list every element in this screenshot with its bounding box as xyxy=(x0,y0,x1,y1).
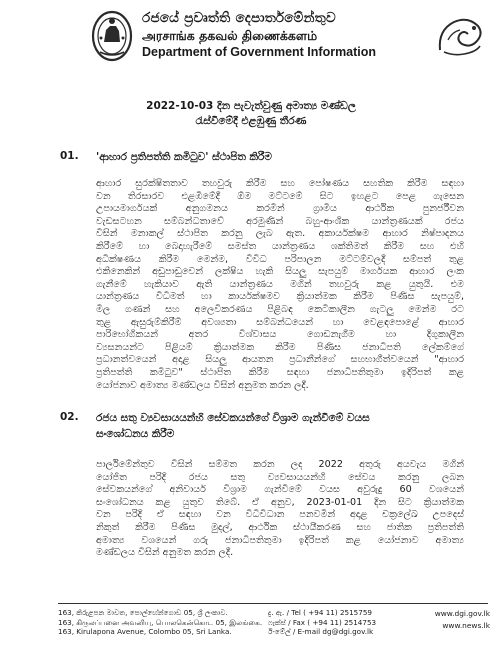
footer-websites xyxy=(424,608,490,632)
body-text-line: ගැනීමේ හැකියාව ඇති යාන්ත්‍රණය මගින් තහවුරු කළ යුතුයි. එම xyxy=(96,278,464,290)
section-number: 01. xyxy=(60,150,79,162)
body-text-line: සේවකයන්ගේ අනිවාර්ය විශ්‍රාම ගැන්වීමේ වයස අවුරුදු 60 වශයෙන් xyxy=(96,484,464,496)
body-text-line: යාන්ත්‍රණය විධිමත් හා කාර්යක්ෂමව ක්‍රියාත්මක කිරීම පිණිස සැපයුම්, xyxy=(96,291,464,303)
traditional-ornament-icon xyxy=(434,10,486,60)
body-text-line: එකිනෙකින් අඩුපාඩුවෙන් ලක්ෂිය හැකි සියලු සැපයුම් මාර්ගයක ආහාර ලංක xyxy=(96,266,464,278)
website-dgi-link[interactable]: www.dgi.gov.lk xyxy=(434,609,490,618)
body-text-line: යෝජිත පරිදි රජය සතු ව්‍යවසායයන්හි සේවය කරනු ලබන xyxy=(96,471,464,483)
body-text-line: මිල ගණන් සහ අලෙවිකරණය පිළිබඳ කෙටිකාලීන ගැටලු මෙන්ම රට xyxy=(96,303,464,315)
address-tamil: 163, கிருலப்பனை அவனியு, பொலகென்கொட 05, இலங்கை. xyxy=(58,617,263,627)
email-address: dg@dgi.gov.lk xyxy=(322,627,374,636)
department-name-english: Department of Government Information xyxy=(142,45,377,59)
email-label: ඊ-මේල් / E-mail xyxy=(268,627,321,636)
body-text-line: වන පරිදි ඒ සඳහා වන විධිවිධාන පනවමින් අදාළ චක්‍රලේඛ උපදෙස් xyxy=(96,509,464,521)
footer-divider xyxy=(58,603,488,604)
body-text-line: වන තිරසාරව එළඹීමේදී ඕම මට්ටමේ සිට ඉහළට පෙළ ගැසෙන xyxy=(96,190,464,202)
footer-contacts xyxy=(268,608,376,637)
body-text-line: තුළ ඇසුරුම්කිරීම් අවශ්‍යතා සම්බන්ධයෙන් හා වෙළඳපොළේ ආහාර xyxy=(96,316,464,328)
sri-lanka-emblem-icon xyxy=(90,8,134,64)
body-text-line: විසින් මනාකල් ස්ථාපිත කරනු ලැබ ඇත. අකාර්යක්ෂම ආහාර නිෂ්පාදනය xyxy=(96,228,464,240)
fax-label: ෆැක්ස් / Fax xyxy=(268,617,305,627)
section-title: රජය සතු ව්‍යවසායයන්හි සේවකයන්ගේ විශ්‍රාම ගැන්වීමේ වයස xyxy=(96,412,370,424)
body-text-line: ප්‍රධානත්වයෙන් අදාළ සියලු ආයතන ප්‍රධානීන්ගේ සහභාගීත්වයෙන් "ආහාර xyxy=(96,354,464,366)
letterhead-titles xyxy=(142,10,422,61)
letterhead xyxy=(90,8,420,68)
fax-number: ( +94 11) 2514753 xyxy=(307,617,377,627)
body-text-line: ප්‍රතිපත්ති කමිටුව" ස්ථාපිත කිරීම සඳහා ජනාධිපතිතුමා ඉදිරිපත් කළ xyxy=(96,366,464,378)
body-text-line: මණ්ඩලය විසින් අනුමත කරන ලදී. xyxy=(96,547,234,559)
section-title: 'ආහාර ප්‍රතිපත්ති කමිටුව' ස්ථාපිත කිරීම xyxy=(96,151,272,163)
body-text-line: අධීක්ෂණය කිරීම මෙන්ම, විවිධ පරිපාලන මට්ටම්වලදී සම්පත් තුළ xyxy=(96,253,464,265)
cabinet-decisions-heading-date: 2022-10-03 දින පැවැත්වුණු අමාත්‍ය මණ්ඩල xyxy=(146,100,356,112)
section-body xyxy=(96,459,464,560)
website-news-link[interactable]: www.news.lk xyxy=(442,621,490,630)
body-text-line: කිරීමේ හා බෙදාහැරීමේ සමස්ත යාන්ත්‍රණය ශක්තිමත් කිරීම සහ එහි xyxy=(96,240,464,252)
address-english: 163, Kirulapona Avenue, Colombo 05, Sri Lanka. xyxy=(58,627,232,636)
footer-address xyxy=(58,608,262,637)
body-text-line: නිකුත් කිරීම පිණිස මුදල්, ආර්ථික ස්ථායීකරණ සහ ජාතික ප්‍රතිපත්ති xyxy=(96,521,464,533)
body-text-line: යෝජනාව අමාත්‍ය මණ්ඩලය විසින් අනුමත කරන ලදී. xyxy=(96,379,309,391)
body-text-line: වැඩසටහන සම්බන්ධතාවේ අරමුණින් බහු-ආංශික යාන්ත්‍රණයක් රජය xyxy=(96,215,464,227)
department-name-sinhala: රජයේ ප්‍රවෘත්ති දෙපාර්තමේන්තුව xyxy=(142,10,337,26)
cabinet-decisions-heading: රැස්වීමේදී එළඹුණු තීරණ xyxy=(195,115,307,127)
department-name-tamil: அரசாங்க தகவல் திணைக்களம் xyxy=(142,28,318,43)
body-text-line: පාරිභෝගිකයන් අතර විශ්වාසය ගොඩනැගීම හා දිගුකාලීන xyxy=(96,329,464,341)
section-title-continued: සංශෝධනය කිරීම xyxy=(96,428,175,440)
body-text-line: ව්‍යසනයන්ට පිළියම් ක්‍රියාත්මක කිරීම පිණිස ජනාධිපති ලේකම්ගේ xyxy=(96,341,464,353)
body-text-line: අමාත්‍ය වශයෙන් ගරු ජනාධිපතිතුමා ඉදිරිපත් කළ යෝජනාව අමාත්‍ය xyxy=(96,534,464,546)
body-text-line: සංශෝධනය කළ යුතුව තිබේ. ඒ අනුව, 2023-01-01 දින සිට ක්‍රියාත්මක xyxy=(96,496,464,508)
section-body xyxy=(96,178,464,392)
body-text-line: පාර්ලිමේන්තුව විසින් සම්මත කරන ලද 2022 අතුරු අයවැය මගින් xyxy=(96,459,464,470)
body-text-line: ආහාර සුරක්ෂිතතාව තහවුරු කිරීම සහ පෝෂණය සහතික කිරීම සඳහා xyxy=(96,178,464,189)
body-text-line: උපායමාර්ගයක් අනුගමනය කරමින් ග්‍රාමීය ආර්ථික පුනර්ජීවන xyxy=(96,203,464,215)
phone-label: දු. ඇ. / Tel xyxy=(268,608,301,617)
address-sinhala: 163, කිරුළපන මාවත, පොල්හේන්ගොඩ 05, ශ්‍රී ලංකාව. xyxy=(58,608,228,617)
section-number: 02. xyxy=(60,411,79,423)
phone-number: ( +94 11) 2515759 xyxy=(303,608,372,617)
